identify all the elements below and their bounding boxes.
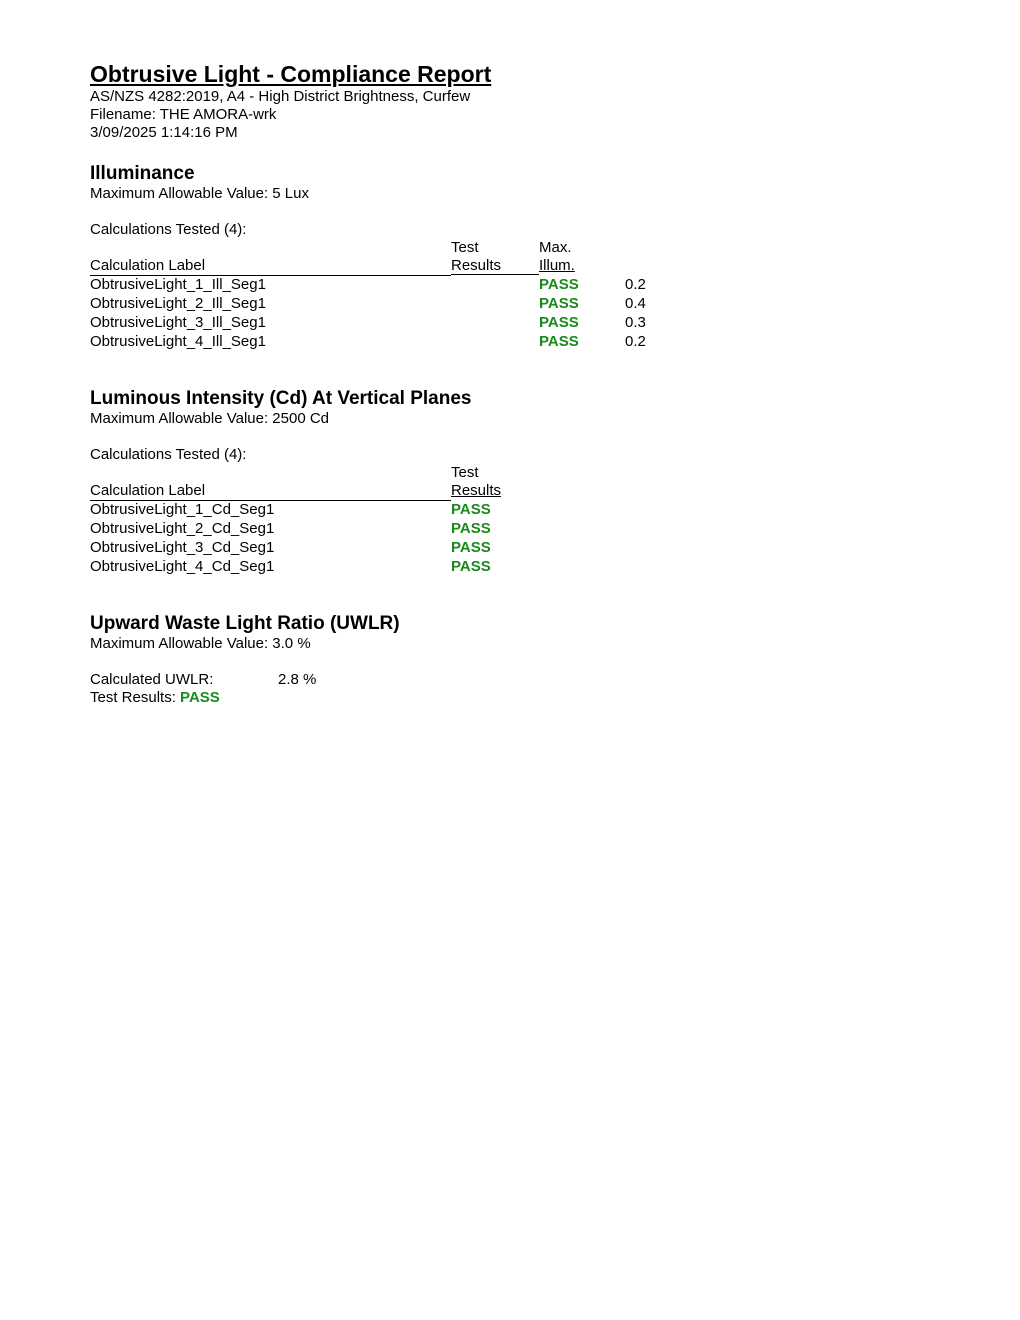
col-test-top: Test bbox=[451, 464, 479, 481]
table-row bbox=[90, 275, 970, 294]
table-row bbox=[90, 332, 970, 351]
row-label: ObtrusiveLight_4_Cd_Seg1 bbox=[90, 558, 275, 575]
row-value: 0.2 bbox=[625, 333, 646, 350]
report-page bbox=[90, 60, 970, 707]
table-row bbox=[90, 313, 970, 332]
uwlr-test-results bbox=[90, 689, 970, 707]
row-value: 0.4 bbox=[625, 295, 646, 312]
row-result: PASS bbox=[539, 333, 579, 350]
col-max-bottom: Illum. bbox=[539, 257, 575, 274]
intensity-heading: Luminous Intensity (Cd) At Vertical Planes bbox=[90, 388, 472, 409]
table-row bbox=[90, 294, 970, 313]
col-test-bottom: Results bbox=[451, 257, 539, 275]
uwlr-test-results-value: PASS bbox=[180, 689, 220, 706]
illuminance-heading: Illuminance bbox=[90, 163, 195, 184]
row-label: ObtrusiveLight_4_Ill_Seg1 bbox=[90, 333, 266, 350]
report-title: Obtrusive Light - Compliance Report bbox=[90, 61, 492, 87]
row-result: PASS bbox=[451, 539, 491, 556]
row-result: PASS bbox=[539, 276, 579, 293]
col-test-bottom: Results bbox=[451, 482, 502, 499]
row-result: PASS bbox=[451, 501, 491, 518]
row-result: PASS bbox=[539, 295, 579, 312]
illuminance-max-value: Maximum Allowable Value: 5 Lux bbox=[90, 185, 309, 202]
col-calculation-label: Calculation Label bbox=[90, 482, 206, 499]
row-label: ObtrusiveLight_3_Cd_Seg1 bbox=[90, 539, 275, 556]
uwlr-calculated-label: Calculated UWLR: bbox=[90, 671, 214, 688]
col-max-top: Max. bbox=[539, 239, 572, 256]
uwlr-calculated-value: 2.8 % bbox=[278, 671, 317, 688]
row-label: ObtrusiveLight_1_Cd_Seg1 bbox=[90, 501, 275, 518]
table-row bbox=[90, 519, 970, 538]
col-calculation-label: Calculation Label bbox=[90, 257, 206, 274]
row-label: ObtrusiveLight_1_Ill_Seg1 bbox=[90, 276, 266, 293]
uwlr-test-results-label: Test Results: bbox=[90, 689, 176, 706]
row-value: 0.3 bbox=[625, 314, 646, 331]
row-result: PASS bbox=[539, 314, 579, 331]
row-label: ObtrusiveLight_3_Ill_Seg1 bbox=[90, 314, 266, 331]
table-row bbox=[90, 500, 970, 519]
uwlr-calculated-row bbox=[90, 671, 970, 689]
table-row bbox=[90, 538, 970, 557]
report-standard: AS/NZS 4282:2019, A4 - High District Brightness, Curfew bbox=[90, 88, 471, 105]
intensity-table-body bbox=[90, 500, 970, 576]
intensity-tested-count: Calculations Tested (4): bbox=[90, 446, 247, 463]
uwlr-max-value: Maximum Allowable Value: 3.0 % bbox=[90, 635, 311, 652]
table-row bbox=[90, 557, 970, 576]
uwlr-heading: Upward Waste Light Ratio (UWLR) bbox=[90, 613, 400, 634]
row-result: PASS bbox=[451, 558, 491, 575]
illuminance-table-body bbox=[90, 275, 970, 351]
intensity-max-value: Maximum Allowable Value: 2500 Cd bbox=[90, 410, 330, 427]
row-value: 0.2 bbox=[625, 276, 646, 293]
illuminance-tested-count: Calculations Tested (4): bbox=[90, 221, 247, 238]
illuminance-table-header bbox=[90, 239, 970, 275]
report-filename: Filename: THE AMORA-wrk bbox=[90, 106, 277, 123]
row-result: PASS bbox=[451, 520, 491, 537]
report-datetime: 3/09/2025 1:14:16 PM bbox=[90, 124, 238, 141]
intensity-table-header bbox=[90, 464, 970, 500]
row-label: ObtrusiveLight_2_Ill_Seg1 bbox=[90, 295, 266, 312]
col-test-top: Test bbox=[451, 239, 479, 256]
row-label: ObtrusiveLight_2_Cd_Seg1 bbox=[90, 520, 275, 537]
